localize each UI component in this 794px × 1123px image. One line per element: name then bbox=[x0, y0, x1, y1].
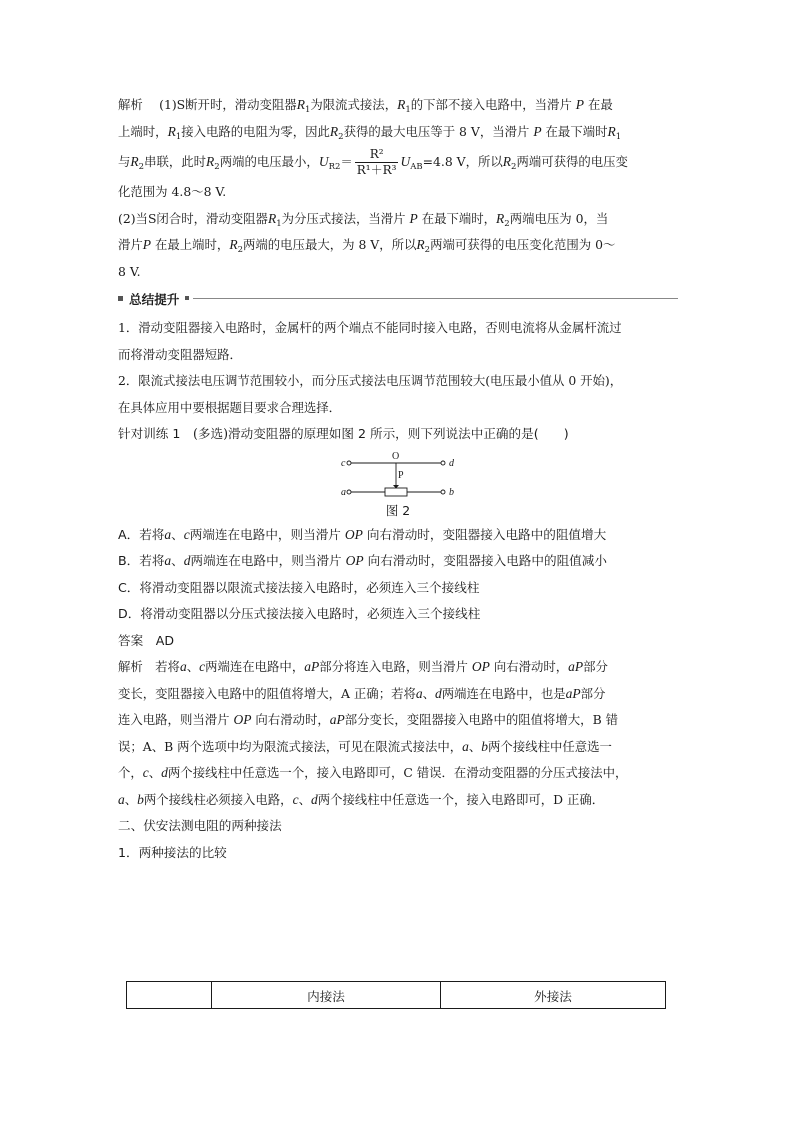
text: 两端连在电路中， bbox=[205, 659, 305, 674]
summary-title: 总结提升 bbox=[129, 291, 180, 307]
label-d: d bbox=[449, 457, 454, 469]
figure-caption: 图 2 bbox=[385, 502, 411, 518]
text: C．将滑动变阻器以限流式接法接入电路时，必须连入三个接线柱 bbox=[118, 579, 480, 595]
square-bullet-icon bbox=[118, 296, 123, 301]
question-stem bbox=[118, 421, 678, 448]
analysis2-line-1 bbox=[118, 654, 678, 681]
analysis-line-6 bbox=[118, 232, 678, 259]
sym-c: c bbox=[292, 791, 299, 807]
analysis-line-4 bbox=[118, 179, 678, 206]
sub: 2 bbox=[511, 162, 517, 172]
fraction-numerator: R² bbox=[355, 147, 399, 163]
page-content bbox=[118, 92, 678, 866]
table-header-cell: 外接法 bbox=[441, 982, 666, 1009]
sym-R: R bbox=[130, 154, 139, 169]
sym-P: P bbox=[575, 97, 585, 112]
sym-a: a bbox=[462, 738, 469, 754]
label-c: c bbox=[341, 457, 346, 469]
sym-a: a bbox=[118, 791, 125, 807]
text: 获得的最大电压等于 8 V，当滑片 bbox=[343, 123, 530, 139]
separator: 、 bbox=[171, 526, 184, 542]
analysis2-line-5 bbox=[118, 760, 678, 787]
text: 1．滑动变阻器接入电路时，金属杆的两个端点不能同时接入电路，否则电流将从金属杆流过 bbox=[118, 320, 622, 335]
sym-R: R bbox=[206, 154, 215, 169]
text: 个， bbox=[118, 765, 143, 780]
text: 两个接线柱中任意选一 bbox=[488, 738, 612, 754]
text: 两端连在电路中，也是 bbox=[441, 685, 566, 701]
analysis2-line-4 bbox=[118, 734, 678, 761]
separator: 、 bbox=[186, 659, 200, 674]
text: 在最下端时， bbox=[421, 210, 497, 226]
sym-a: a bbox=[164, 553, 172, 568]
sym-a: a bbox=[164, 526, 172, 542]
text: 为限流式接法， bbox=[310, 97, 398, 112]
answer-value: AD bbox=[155, 632, 175, 648]
text: (1)S断开时，滑动变阻器 bbox=[159, 97, 297, 112]
answer-line bbox=[118, 628, 678, 655]
option-B bbox=[118, 548, 678, 575]
text: 两端连在电路中，则当滑片 bbox=[190, 553, 342, 568]
analysis2-line-2 bbox=[118, 681, 678, 708]
sym-c: c bbox=[142, 765, 149, 780]
label-a: a bbox=[341, 486, 346, 498]
table-header-cell bbox=[127, 982, 212, 1009]
question-tag: (多选) bbox=[193, 426, 229, 441]
summary-line bbox=[118, 342, 678, 369]
sym-R: R bbox=[496, 210, 505, 226]
fraction bbox=[355, 147, 399, 178]
text: 在最 bbox=[588, 97, 613, 112]
text: 部分 bbox=[583, 659, 608, 674]
square-bullet-icon bbox=[185, 296, 189, 300]
sub: 2 bbox=[424, 245, 431, 255]
sym-P: P bbox=[533, 123, 542, 139]
text: 滑片 bbox=[118, 237, 143, 252]
sub: 2 bbox=[138, 162, 145, 172]
text: 两端的电压最小， bbox=[219, 154, 319, 169]
question-label: 针对训练 1 bbox=[118, 426, 181, 441]
sym-R: R bbox=[167, 123, 176, 139]
fraction-denominator: R¹＋R³ bbox=[356, 163, 397, 177]
option-C bbox=[118, 575, 678, 602]
label-P: P bbox=[398, 469, 404, 481]
sym-aP: aP bbox=[568, 659, 584, 674]
text: 而将滑动变阻器短路． bbox=[118, 346, 242, 362]
sym-a: a bbox=[415, 685, 423, 701]
sym-aP: aP bbox=[565, 685, 581, 701]
sub: 1 bbox=[276, 218, 282, 229]
sym-P: P bbox=[142, 237, 152, 252]
text: 化范围为 4.8～8 V. bbox=[118, 184, 227, 199]
text: 在具体应用中要根据题目要求合理选择． bbox=[118, 399, 342, 415]
text: A．若将 bbox=[118, 526, 165, 542]
text: (2)当S闭合时，滑动变阻器 bbox=[118, 210, 268, 226]
sub: AB bbox=[410, 162, 423, 172]
separator: 、 bbox=[124, 791, 138, 807]
terminal-c bbox=[347, 461, 351, 465]
text: 与 bbox=[118, 154, 131, 169]
sym-R: R bbox=[502, 154, 512, 169]
text: 上端时， bbox=[118, 123, 168, 139]
analysis-line-2 bbox=[118, 119, 678, 146]
text: 向右滑动时，变阻器接入电路中的阻值增大 bbox=[366, 526, 607, 542]
text: 部分 bbox=[580, 685, 606, 701]
summary-header bbox=[118, 287, 678, 309]
text: B．若将 bbox=[118, 553, 165, 568]
sym-P: P bbox=[409, 210, 418, 226]
text: 向右滑动时， bbox=[255, 712, 330, 727]
text: 部分变长，变阻器接入电路中的阻值将增大，B 错 bbox=[344, 712, 619, 727]
summary-line bbox=[118, 368, 678, 395]
sym-c: c bbox=[183, 526, 190, 542]
subsection-title: 1．两种接法的比较 bbox=[118, 844, 227, 860]
analysis-label: 解析 bbox=[118, 659, 143, 674]
sym-b: b bbox=[481, 738, 489, 754]
text: 两个接线柱必须接入电路， bbox=[143, 791, 293, 807]
text: 的下部不接入电路中，当滑片 bbox=[410, 97, 572, 112]
summary-line bbox=[118, 315, 678, 342]
divider bbox=[193, 298, 678, 299]
text: 在最下端时 bbox=[545, 123, 608, 139]
text: 两个接线柱中任意选一个，接入电路即可，C 错误．在滑动变阻器的分压式接法中， bbox=[167, 765, 628, 780]
summary-line bbox=[118, 395, 678, 422]
text: 串联，此时 bbox=[144, 154, 207, 169]
text: 两端连在电路中，则当滑片 bbox=[189, 526, 341, 542]
text: 两端可获得的电压变 bbox=[516, 154, 628, 169]
text: 两端可获得的电压变化范围为 0～ bbox=[430, 237, 616, 252]
option-A bbox=[118, 522, 678, 549]
text: 部分将连入电路，则当滑片 bbox=[319, 659, 468, 674]
sub: 2 bbox=[214, 162, 220, 172]
separator: 、 bbox=[422, 685, 436, 701]
text: 两个接线柱中任意选一个，接入电路即可，D 正确． bbox=[317, 791, 605, 807]
separator: 、 bbox=[171, 553, 184, 568]
sym-aP: aP bbox=[304, 659, 320, 674]
analysis2-line-6 bbox=[118, 787, 678, 814]
text: 滑动变阻器的原理如图 2 所示，则下列说法中正确的是( ) bbox=[228, 426, 569, 441]
answer-label: 答案 bbox=[118, 632, 144, 648]
sym-OP: OP bbox=[345, 553, 364, 568]
text: 若将 bbox=[155, 659, 180, 674]
text: 为分压式接法，当滑片 bbox=[281, 210, 406, 226]
analysis-line-5 bbox=[118, 206, 678, 233]
terminal-b bbox=[441, 490, 445, 494]
text: 接入电路的电阻为零，因此 bbox=[181, 123, 330, 139]
text: 8 V. bbox=[118, 263, 141, 279]
rheostat-diagram bbox=[118, 450, 678, 500]
sub: R2 bbox=[328, 162, 341, 172]
text: 误；A、B 两个选项中均为限流式接法，可见在限流式接法中， bbox=[118, 738, 463, 754]
comparison-table bbox=[126, 981, 666, 1009]
sym-c: c bbox=[199, 659, 206, 674]
text: D．将滑动变阻器以分压式接法接入电路时，必须连入三个接线柱 bbox=[118, 606, 481, 621]
analysis-line-3: 与$R_2$串联，此时$R_2$两端的电压最小，$U_{R2}=$ $\frac{\text{R²}}{\text{R¹＋R³}}$ $U_{AB}=4.8$ V，所以$R_2$两端可获得的电压变 bbox=[118, 147, 628, 177]
sym-R: R bbox=[267, 210, 277, 226]
terminal-a bbox=[347, 490, 351, 494]
sym-OP: OP bbox=[471, 659, 490, 674]
sym-b: b bbox=[137, 791, 144, 807]
text: 两端的电压最大，为 8 V，所以 bbox=[243, 237, 417, 252]
separator: 、 bbox=[148, 765, 162, 780]
sub: 1 bbox=[615, 131, 622, 142]
sym-R: R bbox=[329, 123, 339, 139]
text: 连入电路，则当滑片 bbox=[118, 712, 230, 727]
sym-R: R bbox=[229, 237, 238, 252]
text: =4.8 V，所以 bbox=[422, 154, 503, 169]
sub: 1 bbox=[175, 131, 182, 142]
text: 两端电压为 0，当 bbox=[509, 210, 609, 226]
analysis-line-7 bbox=[118, 259, 678, 286]
sym-d: d bbox=[183, 553, 191, 568]
sym-OP: OP bbox=[233, 712, 252, 727]
sym-U: U bbox=[400, 154, 411, 169]
table-header-row bbox=[127, 982, 666, 1009]
sym-R: R bbox=[397, 97, 406, 112]
text: 在最上端时， bbox=[154, 237, 230, 252]
section-title: 二、伏安法测电阻的两种接法 bbox=[118, 818, 282, 833]
analysis-line-1 bbox=[118, 92, 678, 119]
text: 向右滑动时，变阻器接入电路中的阻值减小 bbox=[367, 553, 607, 568]
sym-R: R bbox=[607, 123, 616, 139]
resistor-coil bbox=[385, 488, 407, 496]
figure-2 bbox=[118, 450, 678, 500]
option-D bbox=[118, 601, 678, 628]
sym-aP: aP bbox=[329, 712, 345, 727]
text: 变长，变阻器接入电路中的阻值将增大，A 正确；若将 bbox=[118, 685, 416, 701]
sym-d: d bbox=[310, 791, 318, 807]
sub: 2 bbox=[237, 245, 243, 255]
label-b: b bbox=[449, 486, 454, 498]
separator: 、 bbox=[298, 791, 311, 807]
sym-OP: OP bbox=[344, 526, 363, 542]
sym-R: R bbox=[296, 97, 305, 112]
table-header-cell: 内接法 bbox=[212, 982, 441, 1009]
label-O: O bbox=[392, 450, 400, 462]
analysis2-line-3 bbox=[118, 707, 678, 734]
text: 2．限流式接法电压调节范围较小，而分压式接法电压调节范围较大(电压最小值从 0 开始)， bbox=[118, 373, 623, 388]
sym-d: d bbox=[435, 685, 442, 701]
terminal-d bbox=[441, 461, 445, 465]
sub: 1 bbox=[304, 105, 311, 115]
sym-a: a bbox=[179, 659, 187, 674]
sub: 1 bbox=[405, 105, 411, 115]
sym-d: d bbox=[161, 765, 168, 780]
sym-U: U bbox=[318, 154, 329, 169]
sym-R: R bbox=[416, 237, 425, 252]
sub: 2 bbox=[504, 218, 510, 229]
sub: 2 bbox=[338, 131, 344, 142]
analysis-label: 解析 bbox=[118, 97, 143, 112]
separator: 、 bbox=[468, 738, 482, 754]
text: 向右滑动时， bbox=[493, 659, 569, 674]
